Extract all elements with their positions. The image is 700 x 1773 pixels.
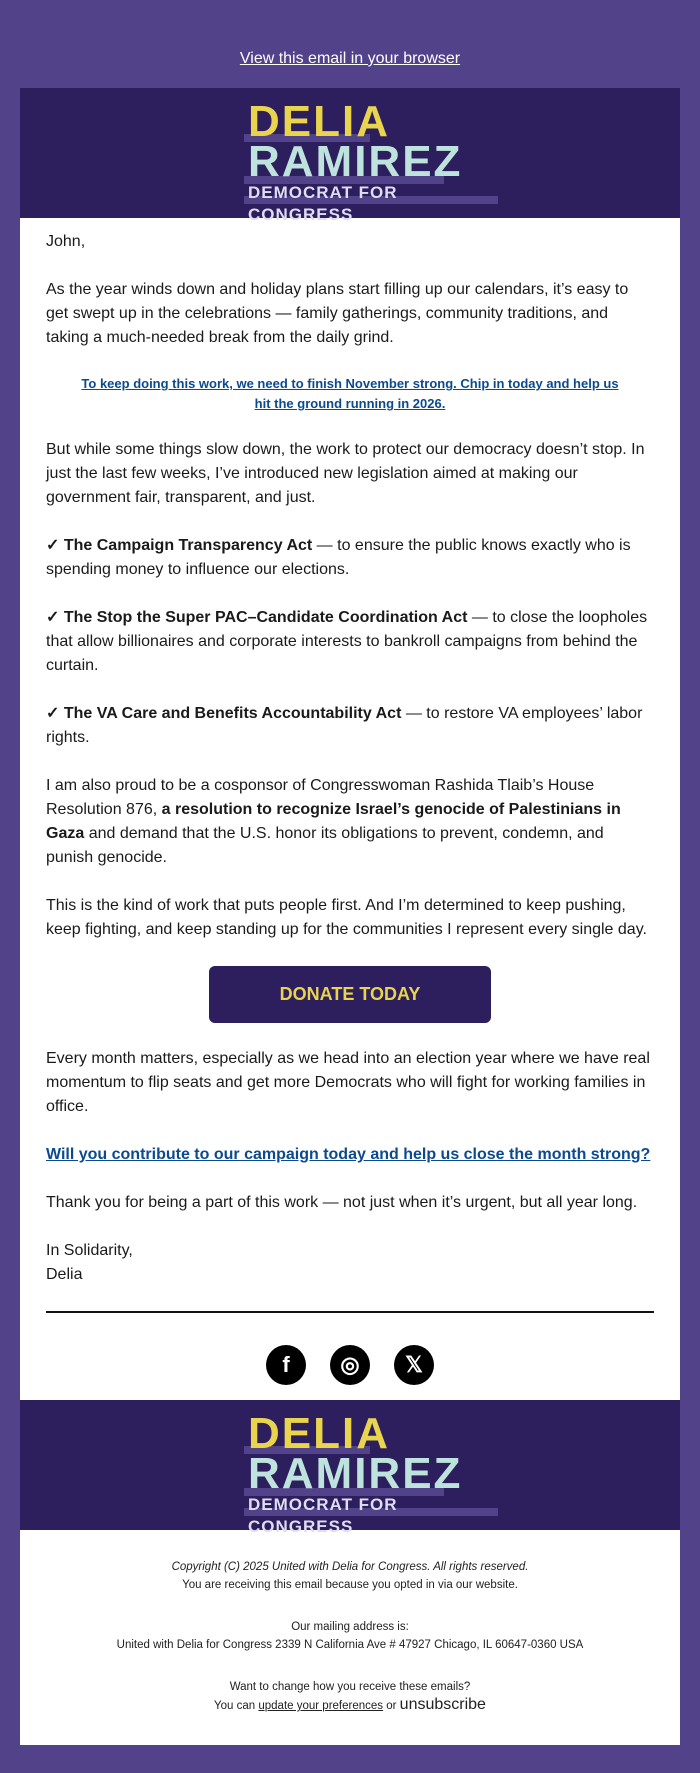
logo-line2: RAMIREZ — [248, 1449, 463, 1498]
logo-line1: DELIA — [248, 97, 390, 146]
check-icon: ✓ — [46, 609, 60, 626]
greeting: John, — [46, 233, 86, 250]
logo-line1: DELIA — [248, 1409, 390, 1458]
copyright: Copyright (C) 2025 United with Delia for Congress. All rights reserved. — [171, 1561, 529, 1573]
paragraph: I am also proud to be a cosponsor of Congresswoman Rashida Tlaib’s House Resolution 876, a resolution to recognize Israel’s genocide of Palestinians in Gaza and demand that the U.S. honor its obligations to prevent, condemn, and punish genocide. — [46, 777, 621, 866]
unsubscribe-link[interactable]: unsubscribe — [399, 1696, 486, 1713]
bill-desc: — to restore VA employees’ labor rights. — [46, 705, 643, 746]
facebook-icon[interactable]: f — [266, 1345, 306, 1385]
preheader — [0, 0, 700, 88]
view-in-browser-link[interactable]: View this email in your browser — [239, 50, 461, 67]
bill-title: The Campaign Transparency Act — [63, 537, 313, 554]
bill-item — [46, 606, 654, 678]
signature: Delia — [46, 1266, 83, 1283]
logo-line2: RAMIREZ — [248, 137, 463, 186]
bill-item — [46, 702, 654, 750]
footer: Copyright (C) 2025 United with Delia for Congress. All rights reserved. You are receiving this email because you opted in via our website. Our mailing address is: United with Delia for Congress 2339 N California Ave # 47927 Chicago, IL 60647-0360 USA Want to change how you receive these emails? You can update your preferences or unsubscribe — [20, 1530, 680, 1745]
delia-ramirez-logo — [248, 1409, 508, 1536]
paragraph: Thank you for being a part of this work — not just when it’s urgent, but all year long. — [46, 1194, 638, 1211]
email-body — [20, 218, 680, 1287]
instagram-icon[interactable]: ◎ — [330, 1345, 370, 1385]
paragraph: This is the kind of work that puts people first. And I’m determined to keep pushing, keep fighting, and keep standing up for the communities I represent every single day. — [46, 897, 647, 938]
signoff: In Solidarity, — [46, 1242, 133, 1259]
check-icon: ✓ — [46, 705, 60, 722]
bill-desc: — to close the loopholes that allow billionaires and corporate interests to bankroll campaigns from behind the curtain. — [46, 609, 648, 674]
mailing-label: Our mailing address is: — [291, 1621, 409, 1633]
footer-banner — [20, 1400, 680, 1536]
bill-item — [46, 534, 654, 582]
x-twitter-icon[interactable]: 𝕏 — [394, 1345, 434, 1385]
bill-title: The VA Care and Benefits Accountability Act — [63, 705, 402, 722]
email-container — [20, 88, 680, 1745]
chip-in-link[interactable]: To keep doing this work, we need to finish November strong. Chip in today and help us hit the ground running in 2026. — [81, 376, 619, 411]
logo-line3: DEMOCRAT FOR CONGRESS — [248, 183, 398, 224]
mailing-address: United with Delia for Congress 2339 N California Ave # 47927 Chicago, IL 60647-0360 USA — [116, 1639, 584, 1651]
paragraph: But while some things slow down, the work to protect our democracy doesn’t stop. In just the last few weeks, I’ve introduced new legislation aimed at making our government fair, transparent, and just. — [46, 441, 645, 506]
social-links — [20, 1313, 680, 1400]
logo-line3: DEMOCRAT FOR CONGRESS — [248, 1495, 398, 1536]
contribute-link[interactable]: Will you contribute to our campaign today and help us close the month strong? — [46, 1146, 651, 1163]
paragraph: As the year winds down and holiday plans start filling up our calendars, it’s easy to get swept up in the celebrations — family gatherings, community traditions, and taking a much-needed break from the daily grind. — [46, 281, 629, 346]
change-question: Want to change how you receive these emails? — [229, 1681, 471, 1693]
delia-ramirez-logo — [248, 97, 508, 224]
opt-in-reason: You are receiving this email because you opted in via our website. — [182, 1579, 518, 1591]
paragraph: Every month matters, especially as we head into an election year where we have real momentum to flip seats and get more Democrats who will fight for working families in office. — [46, 1050, 650, 1115]
update-preferences-link[interactable]: update your preferences — [258, 1700, 384, 1712]
bill-title: The Stop the Super PAC–Candidate Coordination Act — [63, 609, 468, 626]
donate-button[interactable]: DONATE TODAY — [209, 966, 491, 1023]
header-banner — [20, 88, 680, 224]
bill-desc: — to ensure the public knows exactly who is spending money to influence our elections. — [46, 537, 631, 578]
check-icon: ✓ — [46, 537, 60, 554]
